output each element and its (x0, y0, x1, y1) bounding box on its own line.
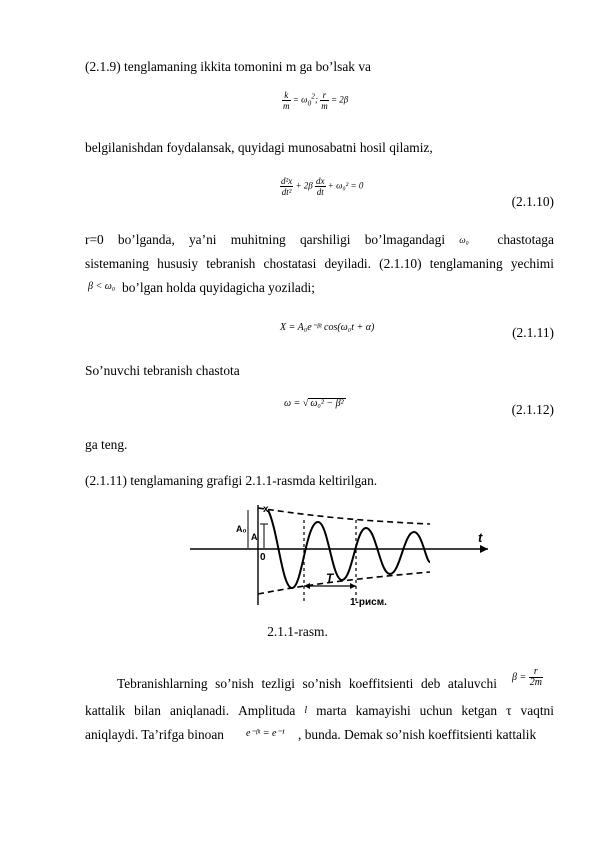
f1-k: k (282, 90, 291, 101)
f2-tail: + ω₀² = 0 (327, 180, 364, 191)
f1-m: m (283, 101, 290, 111)
f2-mid: + 2β (295, 180, 313, 191)
x-axis-arrow (480, 545, 488, 553)
l10-w10: vaqtni (520, 703, 554, 718)
label-a: A (251, 532, 258, 542)
l10-w7: uchun (419, 703, 453, 718)
l3-w5: bo’lmagandagi (364, 232, 446, 247)
text-line-11a: aniqlaydi. Ta’rifga binoan (85, 727, 224, 742)
text-line-5: bo’lgan holda quyidagicha yoziladi; (122, 280, 315, 295)
l9-w1: so’nish (215, 676, 254, 691)
l10-w0: kattalik (85, 703, 126, 718)
text-line-2: belgilanishdan foydalansak, quyidagi munosabatni hosil qilamiz, (85, 140, 433, 155)
label-period: T (326, 571, 334, 585)
f2-dt2: dt² (281, 187, 292, 197)
l4-w0: sistemaning (85, 256, 149, 271)
text-line-8: (2.1.11) tenglamaning grafigi 2.1.1-rasmda keltirilgan. (85, 473, 378, 488)
formula-definitions (282, 90, 348, 111)
text-line-9 (117, 676, 497, 692)
f2-d2x: d²x (281, 176, 293, 186)
f7-r: r (529, 667, 543, 678)
f1-m2: m (321, 101, 328, 111)
text-line-3 (85, 232, 554, 248)
l4-w3: chostatasi (263, 256, 317, 271)
text-line-1: (2.1.9) tenglamaning ikkita tomonini m ga bo’lsak va (85, 59, 371, 74)
f4-radicand: ω₀² − β² (310, 398, 344, 409)
equation-number-2-1-12: (2.1.12) (511, 402, 554, 417)
l3-w3: muhitning (230, 232, 286, 247)
f1-sep: ; (314, 94, 321, 105)
l9-w2: tezligi (261, 676, 295, 691)
formula-differential-equation (280, 176, 363, 197)
l3-w7: chastotaga (497, 232, 554, 247)
l10-w5: marta (316, 703, 347, 718)
f2-dx: dx (316, 176, 325, 186)
equation-number-2-1-11: (2.1.11) (512, 325, 554, 340)
l4-w6: tenglamaning (429, 256, 503, 271)
l10-w1: bilan (134, 703, 161, 718)
l3-w1: bo’lganda, (117, 232, 175, 247)
l10-w6: kamayishi (355, 703, 411, 718)
formula-beta-less-omega: β < ω₀ (88, 281, 116, 292)
formula-beta-definition (512, 667, 543, 688)
upper-envelope (258, 508, 430, 524)
l9-w5: deb (420, 676, 441, 691)
f7-2m: 2m (529, 677, 542, 688)
f1-sub: 0 (307, 98, 312, 108)
label-a0: A₀ (236, 524, 247, 534)
f7-lhs: β = (512, 671, 527, 683)
l3-w0: r=0 (85, 232, 104, 247)
l10-w2: aniqlanadi. (169, 703, 230, 718)
formula-solution: X = A₀e⁻ᵝᵗ cos(ω₀t + α) (280, 322, 375, 333)
l3-w2: ya’ni (188, 232, 217, 247)
label-origin: 0 (260, 552, 266, 563)
f1-r: r (320, 90, 329, 101)
text-line-11b: , bunda. Demak so’nish koeffitsienti kattalik (298, 727, 537, 742)
l10-w8: ketgan (461, 703, 498, 718)
formula-damped-frequency: ω = √ ω₀² − β² (284, 398, 344, 409)
l3-w4: qarshiligi (299, 232, 351, 247)
l10-w3: Amplituda (238, 703, 296, 718)
label-t: t (478, 530, 483, 545)
l4-w1: hususiy (157, 256, 199, 271)
f4-lhs: ω = (284, 398, 303, 409)
l4-w2: tebranish (206, 256, 256, 271)
label-x: x (263, 504, 269, 515)
equation-number-2-1-10: (2.1.10) (511, 194, 554, 209)
text-line-7: ga teng. (85, 437, 128, 452)
f1-pow: 2 (311, 91, 315, 101)
l9-w4: koeffitsienti (348, 676, 414, 691)
label-figure: 1-рисм. (350, 597, 387, 608)
l9-w0: Tebranishlarning (117, 676, 208, 691)
l10-w9: τ (506, 703, 512, 718)
l9-w6: ataluvchi (447, 676, 497, 691)
l4-w5: (2.1.10) (379, 256, 422, 271)
text-line-10 (85, 703, 554, 719)
text-line-6: So’nuvchi tebranish chastota (85, 363, 240, 378)
l4-w7: yechimi (510, 256, 554, 271)
text-line-4 (85, 256, 554, 272)
formula-e: l (304, 705, 308, 716)
formula-exp-relation: e⁻ᵝᵗ = e⁻¹ (246, 728, 285, 739)
l9-w3: so’nish (302, 676, 342, 691)
f2-dt: dt (316, 187, 324, 197)
f1-rhs: = 2β (330, 94, 349, 105)
figure-caption: 2.1.1-rasm. (267, 624, 328, 639)
f1-omega: = ω (292, 94, 308, 105)
damped-oscillation-figure (190, 500, 495, 608)
l4-w4: deyiladi. (324, 256, 371, 271)
formula-omega0: ω₀ (459, 235, 469, 245)
